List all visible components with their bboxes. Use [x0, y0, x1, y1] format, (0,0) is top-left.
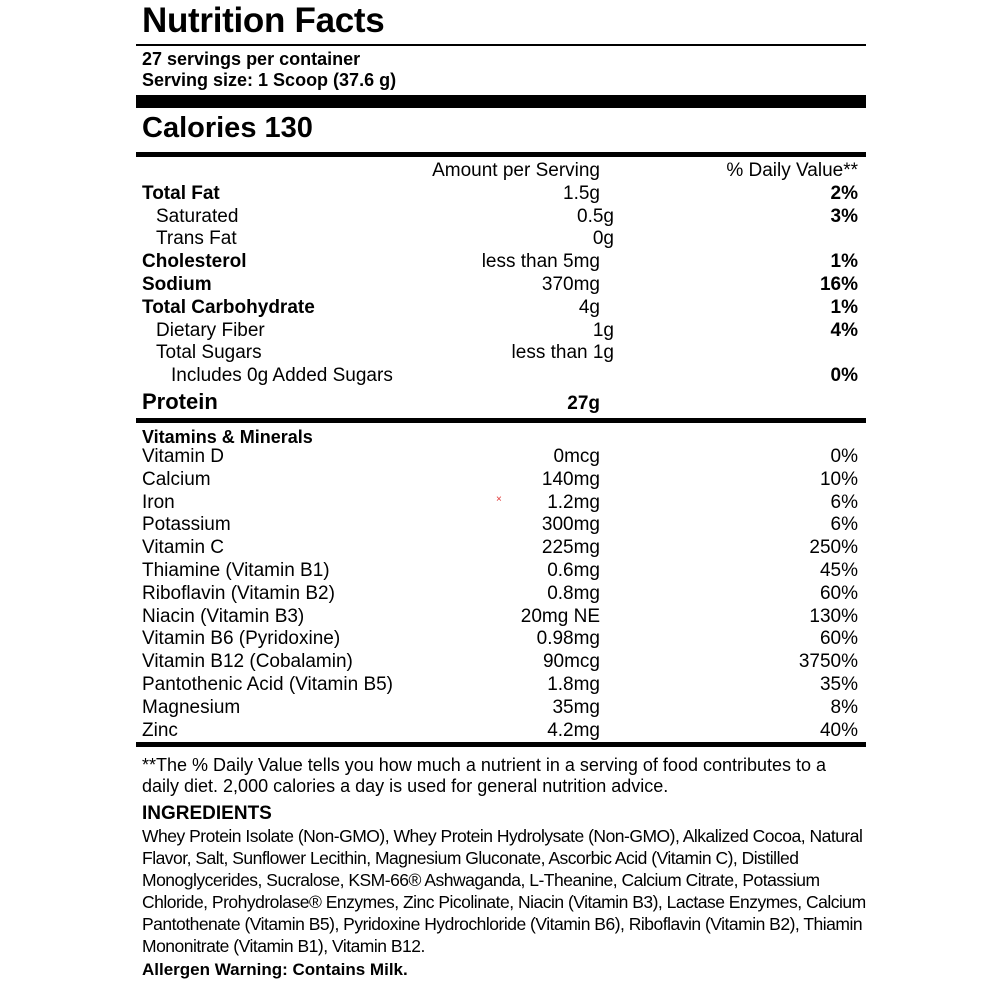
nutrient-amount: 0g: [592, 228, 614, 250]
calories: Calories 130: [142, 112, 313, 144]
title-divider: [136, 44, 866, 46]
vitamin-amount: 0.6mg: [547, 559, 600, 581]
vitamin-dv: 6%: [830, 514, 858, 536]
vitamin-amount: 225mg: [541, 537, 600, 559]
amount-header: Amount per Serving: [432, 160, 600, 181]
vitamin-row: [136, 583, 866, 606]
vitamin-amount: 20mg NE: [520, 605, 600, 627]
vitamin-dv: 10%: [819, 468, 858, 490]
vitamin-row: [136, 606, 866, 629]
calories-divider: [136, 152, 866, 157]
vitamin-row: [136, 514, 866, 537]
vitamin-name: Vitamin B6 (Pyridoxine): [142, 628, 341, 650]
nutrient-amount: 4g: [578, 296, 600, 318]
nutrient-row-total-sugars: [136, 342, 866, 365]
vitamin-amount: 35mg: [552, 696, 600, 718]
serving-size: Serving size: 1 Scoop (37.6 g): [142, 70, 397, 90]
nutrient-row-trans-fat: [136, 228, 866, 251]
vitamin-dv: 250%: [809, 537, 858, 559]
vitamin-row: [136, 446, 866, 469]
nutrient-name: Sodium: [142, 273, 212, 295]
vitamin-amount: 4.2mg: [547, 719, 600, 741]
nutrient-row-added-sugars: [136, 365, 866, 388]
vitamin-name: Vitamin C: [142, 537, 225, 559]
servings-per-container: 27 servings per container: [142, 49, 361, 69]
vitamin-amount: 1.2mg: [547, 491, 600, 513]
nutrient-amount: less than 1g: [511, 342, 614, 364]
vitamin-name: Niacin (Vitamin B3): [142, 605, 305, 627]
vitamin-name: Zinc: [142, 719, 178, 741]
vitamin-dv: 60%: [819, 582, 858, 604]
vitamins-heading: Vitamins & Minerals: [142, 426, 313, 447]
vitamin-amount: 300mg: [541, 514, 600, 536]
vitamin-row: [136, 628, 866, 651]
dv-header: % Daily Value**: [726, 160, 858, 181]
vitamin-dv: 0%: [830, 445, 858, 467]
ingredients-list: Whey Protein Isolate (Non-GMO), Whey Protein Hydrolysate (Non-GMO), Alkalized Cocoa, Natural Flavor, Salt, Sunflower Lecithin, Magnesium Gluconate, Ascorbic Acid (Vitamin C), Distilled Monoglycerides, Sucralose, KSM-66® Ashwaganda, L-Theanine, Calcium Citrate, Potassium Chloride, Prohydrolase® Enzymes, Zinc Picolinate, Niacin (Vitamin B3), Lactase Enzymes, Calcium Pantothenate (Vitamin B5), Pyridoxine Hydrochloride (Vitamin B6), Riboflavin (Vitamin B2), Thiamin Mononitrate (Vitamin B1), Vitamin B12.: [142, 826, 866, 957]
vitamin-name: Magnesium: [142, 696, 241, 718]
vitamin-name: Calcium: [142, 468, 211, 490]
vitamin-dv: 6%: [830, 491, 858, 513]
protein-divider: [136, 418, 866, 423]
daily-value-footnote: **The % Daily Value tells you how much a nutrient in a serving of food contributes to a daily diet. 2,000 calories a day is used for general nutrition advice.: [142, 755, 827, 797]
vitamin-row: [136, 651, 866, 674]
nutrient-row-dietary-fiber: [136, 320, 866, 343]
nutrient-dv: 0%: [830, 365, 858, 387]
nutrient-dv: 16%: [819, 273, 858, 295]
nutrient-row-saturated: [136, 206, 866, 229]
nutrient-dv: 1%: [830, 251, 858, 273]
vitamin-amount: 90mcg: [542, 651, 600, 673]
vitamin-dv: 35%: [819, 673, 858, 695]
ingredients-heading: INGREDIENTS: [142, 803, 272, 825]
nutrient-name: Total Fat: [142, 182, 220, 204]
vitamin-amount: 0.8mg: [547, 582, 600, 604]
vitamin-amount: 140mg: [541, 468, 600, 490]
vitamin-amount: 0mcg: [553, 445, 600, 467]
vitamin-dv: 60%: [819, 628, 858, 650]
vitamin-name: Potassium: [142, 514, 231, 536]
serving-divider: [136, 95, 866, 108]
vitamin-name: Riboflavin (Vitamin B2): [142, 582, 335, 604]
vitamin-row: [136, 674, 866, 697]
nutrient-row-total-fat: [136, 183, 866, 206]
nutrition-label: [136, 0, 866, 981]
nutrient-amount: less than 5mg: [481, 251, 600, 273]
vitamin-amount: 1.8mg: [547, 673, 600, 695]
vitamin-name: Pantothenic Acid (Vitamin B5): [142, 673, 394, 695]
vitamin-row: [136, 537, 866, 560]
vitamin-dv: 40%: [819, 719, 858, 741]
vitamin-dv: 8%: [830, 696, 858, 718]
nutrient-name: Dietary Fiber: [156, 319, 265, 341]
nutrient-dv: 4%: [830, 319, 858, 341]
stray-mark: ×: [496, 494, 502, 505]
vitamin-row: [136, 697, 866, 720]
label-title: Nutrition Facts: [142, 1, 385, 40]
vitamin-row: [136, 469, 866, 492]
nutrient-row-total-carbohydrate: [136, 297, 866, 320]
nutrient-dv: 3%: [830, 205, 858, 227]
nutrient-row-protein: [136, 388, 866, 418]
nutrient-row-sodium: [136, 274, 866, 297]
nutrient-name: Total Sugars: [156, 342, 262, 364]
nutrient-name: Includes 0g Added Sugars: [171, 365, 393, 387]
nutrient-amount: 27g: [567, 392, 600, 414]
nutrient-amount: 0.5g: [577, 205, 614, 227]
column-header: [136, 160, 866, 183]
vitamin-dv: 45%: [819, 559, 858, 581]
vitamin-dv: 3750%: [798, 651, 858, 673]
nutrient-name: Protein: [142, 388, 218, 414]
nutrient-name: Trans Fat: [156, 228, 237, 250]
vitamin-amount: 0.98mg: [536, 628, 600, 650]
vitamin-name: Thiamine (Vitamin B1): [142, 559, 330, 581]
vitamin-name: Iron: [142, 491, 175, 513]
vitamin-row: [136, 720, 866, 743]
nutrient-name: Saturated: [156, 205, 239, 227]
vitamin-name: Vitamin D: [142, 445, 225, 467]
nutrient-dv: 2%: [830, 182, 858, 204]
nutrient-name: Total Carbohydrate: [142, 296, 315, 318]
allergen-warning: Allergen Warning: Contains Milk.: [142, 960, 408, 980]
nutrient-amount: 1.5g: [563, 182, 600, 204]
vitamins-divider: [136, 742, 866, 747]
nutrient-amount: 370mg: [541, 273, 600, 295]
nutrient-name: Cholesterol: [142, 251, 247, 273]
vitamin-dv: 130%: [809, 605, 858, 627]
vitamin-name: Vitamin B12 (Cobalamin): [142, 651, 353, 673]
vitamin-row: [136, 560, 866, 583]
nutrient-amount: 1g: [592, 319, 614, 341]
nutrient-row-cholesterol: [136, 251, 866, 274]
nutrient-dv: 1%: [830, 296, 858, 318]
